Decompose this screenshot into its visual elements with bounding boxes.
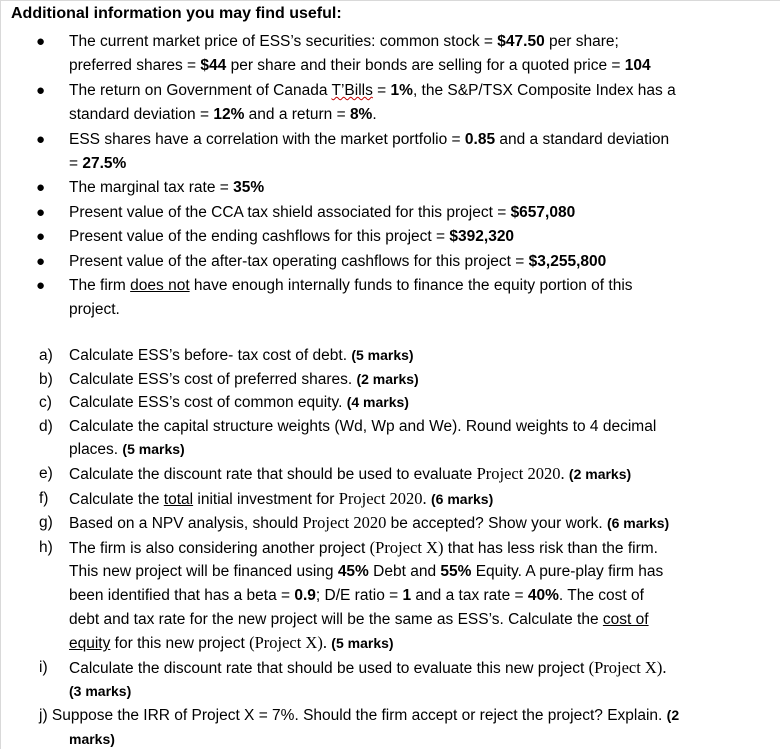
value: 27.5% — [82, 155, 127, 173]
bullet-dot-icon: ● — [36, 81, 46, 99]
underlined-text: cost of — [602, 610, 649, 628]
value: 1 — [402, 586, 412, 604]
question-d — [1, 415, 780, 462]
text: and a return = — [244, 106, 350, 124]
question-text: This new project will be financed using — [69, 563, 338, 581]
question-label: i) — [39, 658, 48, 676]
question-label: d) — [39, 417, 53, 435]
question-b — [1, 368, 780, 392]
text: = — [69, 155, 83, 173]
question-text: Calculate ESS’s before- tax cost of debt. — [69, 347, 352, 364]
text: standard deviation = — [69, 106, 214, 124]
text: Present value of the CCA tax shield associated for this project = — [69, 203, 511, 221]
question-g — [1, 511, 780, 536]
project-name: (Project X). — [588, 657, 667, 677]
question-h — [1, 536, 780, 656]
marks: (2 marks) — [356, 370, 419, 387]
bullet-dot-icon: ● — [36, 228, 46, 246]
question-text: that has less risk than the firm. — [443, 539, 658, 557]
project-name: Project 2020. — [476, 463, 565, 483]
question-label: j) — [39, 706, 48, 724]
question-text: Based on a NPV analysis, should — [69, 515, 303, 533]
question-label: b) — [39, 370, 53, 388]
bullet-item-correlation — [1, 128, 780, 177]
question-text: Calculate ESS’s cost of common equity. — [69, 394, 347, 412]
question-text: Calculate the capital structure weights (Wd, Wp and We). Round weights to 4 decimal — [69, 417, 657, 435]
project-name: (Project X). — [249, 633, 327, 653]
question-label: a) — [39, 347, 53, 364]
bullet-dot-icon: ● — [36, 33, 46, 50]
marks: (4 marks) — [346, 394, 409, 411]
bullet-item-tax-rate — [1, 176, 780, 200]
text: Present value of the after-tax operating cashflows for this project = — [69, 252, 529, 270]
question-list — [1, 344, 780, 751]
question-label: h) — [39, 538, 53, 556]
text: and a standard deviation — [495, 130, 670, 148]
project-name: Project 2020 — [302, 513, 387, 533]
marks: (3 marks) — [69, 683, 132, 700]
bullet-item-operating-cashflows — [1, 250, 780, 274]
bullet-dot-icon: ● — [36, 130, 46, 148]
question-text: The firm is also considering another project — [69, 539, 370, 557]
question-label: f) — [39, 489, 49, 507]
value: 0.9 — [294, 586, 316, 604]
value: 12% — [213, 106, 245, 124]
text: = — [372, 81, 391, 99]
marks: (2 — [666, 706, 680, 723]
spellcheck-word: T’Bills — [331, 81, 373, 99]
bullet-item-internal-funds — [1, 274, 780, 323]
value: 55% — [440, 563, 472, 581]
value: $47.50 — [497, 33, 545, 50]
question-text: been identified that has a beta = — [69, 586, 295, 604]
question-i — [1, 656, 780, 704]
question-text: and a tax rate = — [411, 586, 528, 604]
underlined-text: equity — [69, 635, 111, 653]
marks: (6 marks) — [431, 490, 494, 507]
marks: (5 marks) — [122, 441, 185, 458]
question-text: ; D/E ratio = — [315, 586, 403, 604]
question-text: places. — [69, 441, 123, 459]
question-c — [1, 391, 780, 415]
value: $392,320 — [449, 228, 515, 246]
text: The return on Government of Canada — [69, 81, 332, 99]
question-text: for this new project — [110, 635, 250, 653]
bullet-item-market-prices — [1, 30, 780, 79]
project-name: (Project X) — [369, 537, 444, 557]
value: 104 — [624, 57, 651, 75]
text: preferred shares = — [69, 57, 201, 75]
question-label: g) — [39, 514, 53, 532]
question-label: e) — [39, 464, 53, 482]
text: Present value of the ending cashflows for this project = — [69, 228, 450, 246]
value: 8% — [349, 106, 373, 124]
underlined-text: does not — [130, 277, 190, 295]
value: 40% — [527, 586, 559, 604]
question-text: Calculate the — [69, 490, 164, 508]
bullet-dot-icon: ● — [36, 203, 46, 221]
text: have enough internally funds to finance the equity portion of this — [189, 277, 633, 295]
question-text: debt and tax rate for the new project will be the same as ESS’s. Calculate the — [69, 610, 603, 628]
question-text: be accepted? Show your work. — [386, 515, 607, 533]
text: The current market price of ESS’s securities: common stock = — [69, 33, 498, 50]
marks: marks) — [69, 730, 115, 747]
value: 45% — [337, 563, 369, 581]
text: per share and their bonds are selling for a quoted price = — [226, 57, 625, 75]
heading: Additional information you may find useful: — [11, 5, 342, 22]
marks: (2 marks) — [568, 465, 632, 482]
text: . — [372, 106, 377, 124]
question-text: Suppose the IRR of Project X = 7%. Should the firm accept or reject the project? Explain. — [51, 706, 667, 724]
text: , the S&P/TSX Composite Index has a — [412, 81, 676, 99]
question-a — [1, 344, 780, 368]
value: 35% — [233, 179, 265, 197]
text: per share; — [544, 33, 619, 50]
question-f — [1, 487, 780, 512]
question-e — [1, 462, 780, 487]
question-text: Calculate the discount rate that should be used to evaluate — [69, 465, 477, 483]
bullet-dot-icon: ● — [36, 252, 46, 270]
marks: (6 marks) — [606, 515, 670, 532]
value: 0.85 — [464, 130, 496, 148]
marks: (5 marks) — [351, 347, 414, 363]
text: The firm — [69, 277, 131, 295]
bullet-list — [1, 30, 780, 323]
value: 1% — [390, 81, 413, 99]
project-name: Project 2020. — [338, 488, 427, 508]
question-text: Equity. A pure-play firm has — [471, 563, 664, 581]
underlined-text: total — [163, 490, 194, 508]
bullet-dot-icon: ● — [36, 277, 46, 295]
bullet-dot-icon: ● — [36, 179, 46, 197]
value: $3,255,800 — [528, 252, 607, 270]
question-text: Calculate ESS’s cost of preferred shares. — [69, 370, 357, 388]
bullet-item-ending-cashflows — [1, 225, 780, 249]
question-text: initial investment for — [193, 490, 339, 508]
text: ESS shares have a correlation with the market portfolio = — [69, 130, 465, 148]
bullet-item-tbills — [1, 79, 780, 128]
value: $44 — [200, 57, 227, 75]
text: project. — [69, 301, 120, 319]
value: $657,080 — [510, 203, 576, 221]
question-j — [1, 704, 780, 751]
question-label: c) — [39, 394, 52, 412]
question-text: Debt and — [368, 563, 441, 581]
question-text: Calculate the discount rate that should be used to evaluate this new project — [69, 659, 589, 677]
text: The marginal tax rate = — [69, 179, 234, 197]
marks: (5 marks) — [331, 635, 394, 652]
question-text: . The cost of — [558, 586, 644, 604]
bullet-item-cca-shield — [1, 201, 780, 225]
